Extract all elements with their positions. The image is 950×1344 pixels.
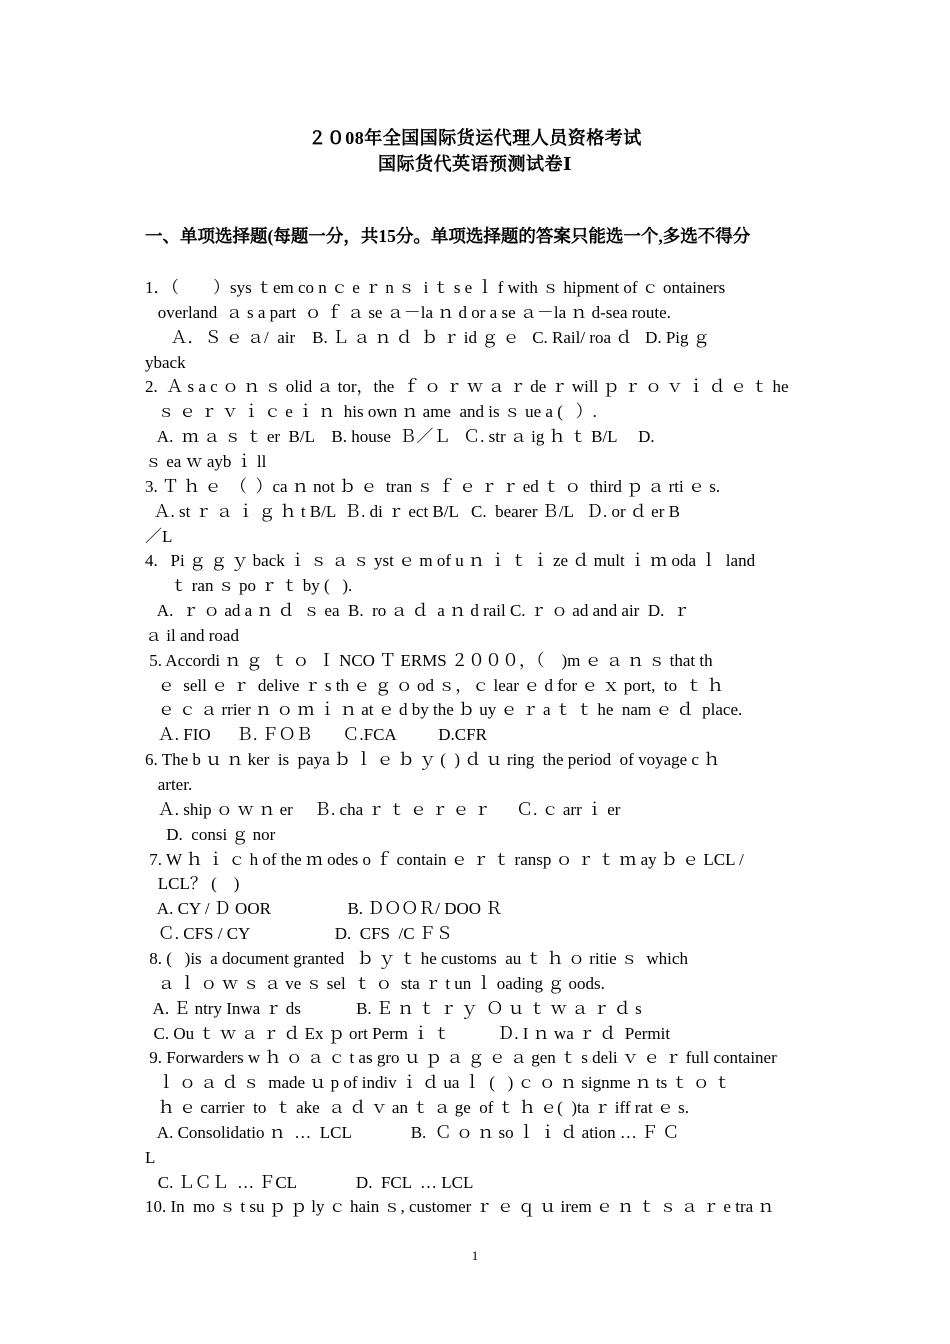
question-line: ａ il and road [145,625,239,645]
question-line: ｅ ｃ ａ rrier ｎ ｏ ｍ ｉ ｎ at ｅ d by the ｂ uy ｅ ｒ a ｔ ｔ he nam ｅ ｄ place. [145,700,743,720]
question-line: Ａ．Ｓ ｅ ａ/ air B. Ｌ ａ ｎ ｄ ｂ ｒ id ｇ ｅ C. Rail/ roa ｄ D. Pig ｇ [145,327,710,347]
question-line: ａ ｌ ｏ ｗ ｓ ａ ve ｓ sel ｔ ｏ sta ｒ t un ｌ oading ｇ oods. [145,973,605,993]
question-line: ｈ ｅ carrier to ｔ ake ａ ｄ ｖ an ｔ ａ ge of ｔ ｈ ｅ( )ta ｒ iff rat ｅ s. [145,1098,690,1118]
question-line: C. Ou ｔ ｗ ａ ｒ ｄ Ex ｐ ort Perm ｉ ｔ Ｄ. I ｎ wa ｒ ｄ Permit [145,1023,671,1043]
question-line: ｌ ｏ ａ ｄ ｓ made ｕ p of indiv ｉ ｄ ua ｌ ( ) ｃ ｏ ｎ signme ｎ ts ｔ ｏ ｔ [145,1073,731,1093]
question-line: yback [145,352,186,372]
question-line: 7. W ｈ ｉ ｃ h of the ｍ odes o ｆ contain ｅ ｒ ｔ ransp ｏ ｒ ｔ ｍ ay ｂ ｅ LCL / [145,849,744,869]
question-line: ｓ ｅ ｒ ｖ ｉ ｃ e ｉ ｎ his own ｎ ame and is ｓ ue a ( ）. [145,402,597,422]
question-line: 4. Pi ｇ ｇ ｙ back ｉ ｓ ａ ｓ yst ｅ m of u ｎ ｉ ｔ ｉ ze ｄ mult ｉ ｍ oda ｌ land [145,551,756,571]
question-line: C. ＬＣＬ … ＦCL D. FCL … LCL [145,1172,474,1192]
page-number: 1 [471,1248,479,1263]
question-line: A. ｒ ｏ ad a ｎ ｄ ｓ ea B. ro ａ ｄ a ｎ d rail C. ｒ ｏ ad and air D. ｒ [145,601,690,621]
question-line: 2. Ａ s a c ｏ ｎ ｓ olid ａ tor，the ｆ ｏ ｒ ｗ ａ ｒ de ｒ will ｐ ｒ ｏ ｖ ｉ ｄ ｅ ｔ he [145,377,789,397]
question-line: 5. Accordi ｎ ｇ ｔ ｏ Ｉ NCO Ｔ ERMS ２０００，（ )m ｅ ａ ｎ ｓ that th [145,650,713,670]
question-line: Ａ. st ｒ ａ ｉ ｇ ｈ t B/L Ｂ. di ｒ ect B/L C. bearer Ｂ/L Ｄ. or ｄ er B [145,501,680,521]
question-line: A. Ｅ ntry Inwa ｒ ds B. Ｅ ｎ ｔ ｒ ｙ Ｏ ｕ ｔ ｗ ａ ｒ ｄ s [145,998,642,1018]
question-line: ｔ ran ｓ po ｒ ｔ by ( ). [145,576,353,596]
question-line: D. consi ｇ nor [145,824,276,844]
question-line: 3. Ｔ ｈ ｅ （ ）ca ｎ not ｂ ｅ tran ｓ ｆ ｅ ｒ ｒ ed ｔ ｏ third ｐ ａ rti ｅ s. [145,476,721,496]
exam-title: ２０08年全国国际货运代理人员资格考试 [308,128,642,148]
question-line: ｓ ea ｗ ayb ｉ ll [145,451,267,471]
question-line: A. ｍ ａ ｓ ｔ er B/L B. house Ｂ／Ｌ Ｃ. str ａ ig ｈ ｔ B/L D. [145,427,655,447]
question-line: L [145,1147,156,1167]
question-line: A. Consolidatio ｎ … LCL B. Ｃ ｏ ｎ so ｌ ｉ ｄ ation … Ｆ Ｃ [145,1122,680,1142]
question-line: overland ａ s a part ｏ ｆ ａ se ａ－la ｎ d or a se ａ－la ｎ d-sea route. [145,302,671,322]
question-line: A. CY / Ｄ OOR B. ＤＯＯＲ/ DOO Ｒ [145,899,503,919]
exam-subtitle: 国际货代英语预测试卷Ⅰ [378,154,572,174]
question-line: LCL？ ( ) [145,874,240,894]
question-line: ｅ sell ｅ ｒ delive ｒ s th ｅ ｇ ｏ od ｓ，ｃ lear ｅ d for ｅ ｘ port, to ｔ ｈ [145,675,724,695]
question-line: 1．（ ）sys ｔem co n ｃ e ｒ n ｓ i ｔ s e ｌ f with ｓ hipment of ｃ ontainers [145,278,726,297]
question-line: Ａ. FIO Ｂ. ＦＯＢ Ｃ.FCA D.CFR [145,725,487,745]
question-line: Ａ. ship ｏ ｗ ｎ er Ｂ. cha ｒ ｔ ｅ ｒ ｅ ｒ Ｃ. ｃ arr ｉ er [145,799,621,819]
question-line: 8. ( )is a document granted ｂ ｙ ｔ he customs au ｔ ｈ ｏ ritie ｓ which [145,948,688,968]
question-line: 10. In mo ｓ t su ｐ ｐ ly ｃ hain ｓ, customer ｒ ｅ ｑ ｕ irem ｅ ｎ ｔ ｓ ａ ｒ e tra ｎ [145,1197,775,1217]
section-heading: 一、单项选择题(每题一分，共15分。单项选择题的答案只能选一个,多选不得分 [145,226,751,246]
question-line: Ｃ. CFS / CY D. CFS /C ＦＳ [145,924,453,944]
question-line: arter. [145,775,193,794]
question-line: 9. Forwarders w ｈ ｏ ａ ｃ t as gro ｕ ｐ ａ ｇ ｅ ａ gen ｔ s deli ｖ ｅ ｒ full container [145,1048,777,1068]
question-line: 6. The b ｕ ｎ ker is paya ｂ ｌ ｅ ｂ ｙ ( ) ｄ ｕ ring the period of voyage c ｈ [145,750,721,770]
question-line: ／L [145,526,173,546]
